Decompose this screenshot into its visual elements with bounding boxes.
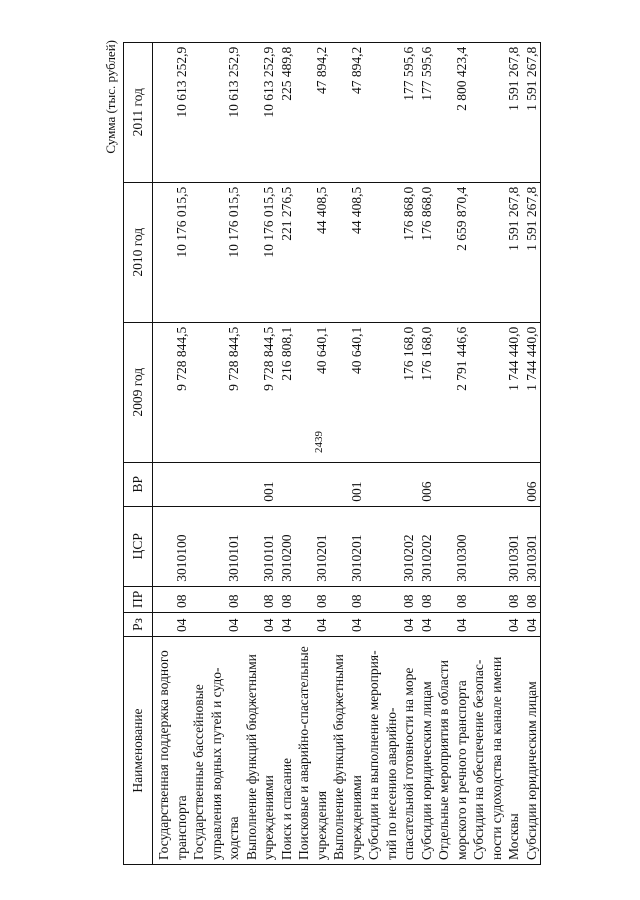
cell-y2009: 176 168,0 <box>418 322 436 462</box>
cell-y2009: 9 728 844,5 <box>243 322 278 462</box>
cell-rz: 04 <box>365 613 418 637</box>
cell-name: Субсидии на выполнение мероприя-тий по несению аварийно-спасательной готовности на море <box>365 637 418 865</box>
cell-rz: 04 <box>330 613 365 637</box>
cell-y2010: 10 176 015,5 <box>243 182 278 322</box>
table-row <box>470 42 523 864</box>
cell-pr: 08 <box>295 586 330 612</box>
cell-vr <box>153 462 191 506</box>
cell-y2009: 176 168,0 <box>365 322 418 462</box>
rotated-page <box>95 30 565 865</box>
cell-y2011: 10 613 252,9 <box>190 42 243 182</box>
cell-y2011: 2 800 423,4 <box>435 42 470 182</box>
cell-csr: 3010101 <box>243 506 278 586</box>
header-vr: ВР <box>124 462 153 506</box>
cell-y2010: 176 868,0 <box>418 182 436 322</box>
cell-vr: 001 <box>330 462 365 506</box>
cell-y2011: 47 894,2 <box>295 42 330 182</box>
page-number: 2439 <box>313 431 325 453</box>
cell-csr: 3010201 <box>330 506 365 586</box>
cell-pr: 08 <box>190 586 243 612</box>
table-row <box>295 42 330 864</box>
table-row <box>523 42 541 864</box>
cell-pr: 08 <box>435 586 470 612</box>
cell-y2010: 10 176 015,5 <box>153 182 191 322</box>
cell-vr <box>435 462 470 506</box>
cell-csr: 3010200 <box>278 506 296 586</box>
cell-pr: 08 <box>523 586 541 612</box>
header-csr: ЦСР <box>124 506 153 586</box>
cell-y2009: 40 640,1 <box>295 322 330 462</box>
cell-rz: 04 <box>243 613 278 637</box>
cell-vr: 006 <box>523 462 541 506</box>
cell-rz: 04 <box>295 613 330 637</box>
cell-y2010: 176 868,0 <box>365 182 418 322</box>
cell-name: Выполнение функций бюджетными учреждениями <box>243 637 278 865</box>
cell-rz: 04 <box>435 613 470 637</box>
cell-y2011: 1 591 267,8 <box>470 42 523 182</box>
table-row <box>153 42 191 864</box>
table-row <box>243 42 278 864</box>
table-row <box>330 42 365 864</box>
header-rz: Рз <box>124 613 153 637</box>
cell-vr: 006 <box>418 462 436 506</box>
cell-y2010: 44 408,5 <box>295 182 330 322</box>
table-row <box>365 42 418 864</box>
cell-y2010: 2 659 870,4 <box>435 182 470 322</box>
cell-csr: 3010202 <box>365 506 418 586</box>
table-row <box>278 42 296 864</box>
cell-pr: 08 <box>365 586 418 612</box>
cell-name: Государственные бассейновые управления водных путей и судо-ходства <box>190 637 243 865</box>
cell-csr: 3010301 <box>470 506 523 586</box>
cell-pr: 08 <box>278 586 296 612</box>
header-pr: ПР <box>124 586 153 612</box>
cell-pr: 08 <box>418 586 436 612</box>
cell-csr: 3010100 <box>153 506 191 586</box>
cell-name: Субсидии юридическим лицам <box>418 637 436 865</box>
cell-rz: 04 <box>470 613 523 637</box>
cell-vr <box>190 462 243 506</box>
table-row <box>418 42 436 864</box>
table-row <box>190 42 243 864</box>
cell-name: Субсидии на обеспечение безопас-ности судоходства на канале имени Москвы <box>470 637 523 865</box>
cell-y2010: 1 591 267,8 <box>470 182 523 322</box>
cell-csr: 3010202 <box>418 506 436 586</box>
cell-vr <box>365 462 418 506</box>
cell-y2011: 10 613 252,9 <box>243 42 278 182</box>
cell-pr: 08 <box>330 586 365 612</box>
cell-rz: 04 <box>190 613 243 637</box>
header-2010: 2010 год <box>124 182 153 322</box>
cell-y2009: 9 728 844,5 <box>190 322 243 462</box>
cell-name: Субсидии юридическим лицам <box>523 637 541 865</box>
cell-name: Выполнение функций бюджетными учреждениями <box>330 637 365 865</box>
header-name: Наименование <box>124 637 153 865</box>
cell-y2009: 1 744 440,0 <box>470 322 523 462</box>
table-row <box>435 42 470 864</box>
cell-y2009: 2 791 446,6 <box>435 322 470 462</box>
cell-name: Поисковые и аварийно-спасательные учреждения <box>295 637 330 865</box>
cell-csr: 3010201 <box>295 506 330 586</box>
cell-csr: 3010101 <box>190 506 243 586</box>
budget-table <box>123 42 541 865</box>
cell-y2011: 225 489,8 <box>278 42 296 182</box>
cell-name: Государственная поддержка водного транспорта <box>153 637 191 865</box>
cell-pr: 08 <box>243 586 278 612</box>
cell-y2011: 1 591 267,8 <box>523 42 541 182</box>
cell-y2011: 10 613 252,9 <box>153 42 191 182</box>
cell-y2009: 40 640,1 <box>330 322 365 462</box>
units-note: Сумма (тыс. рублей) <box>103 40 118 154</box>
cell-vr <box>278 462 296 506</box>
cell-pr: 08 <box>153 586 191 612</box>
cell-y2011: 177 595,6 <box>418 42 436 182</box>
cell-y2011: 47 894,2 <box>330 42 365 182</box>
cell-pr: 08 <box>470 586 523 612</box>
cell-y2009: 1 744 440,0 <box>523 322 541 462</box>
cell-y2010: 221 276,5 <box>278 182 296 322</box>
cell-y2009: 216 808,1 <box>278 322 296 462</box>
header-2011: 2011 год <box>124 42 153 182</box>
cell-y2010: 1 591 267,8 <box>523 182 541 322</box>
cell-rz: 04 <box>153 613 191 637</box>
cell-csr: 3010301 <box>523 506 541 586</box>
cell-y2010: 10 176 015,5 <box>190 182 243 322</box>
cell-rz: 04 <box>523 613 541 637</box>
cell-vr: 001 <box>243 462 278 506</box>
cell-y2011: 177 595,6 <box>365 42 418 182</box>
cell-csr: 3010300 <box>435 506 470 586</box>
cell-vr <box>295 462 330 506</box>
cell-vr <box>470 462 523 506</box>
cell-y2010: 44 408,5 <box>330 182 365 322</box>
cell-rz: 04 <box>278 613 296 637</box>
cell-rz: 04 <box>418 613 436 637</box>
cell-y2009: 9 728 844,5 <box>153 322 191 462</box>
header-2009: 2009 год <box>124 322 153 462</box>
table-header-row <box>124 42 153 864</box>
table-body <box>153 42 541 864</box>
cell-name: Поиск и спасание <box>278 637 296 865</box>
cell-name: Отдельные мероприятия в области морского и речного транспорта <box>435 637 470 865</box>
